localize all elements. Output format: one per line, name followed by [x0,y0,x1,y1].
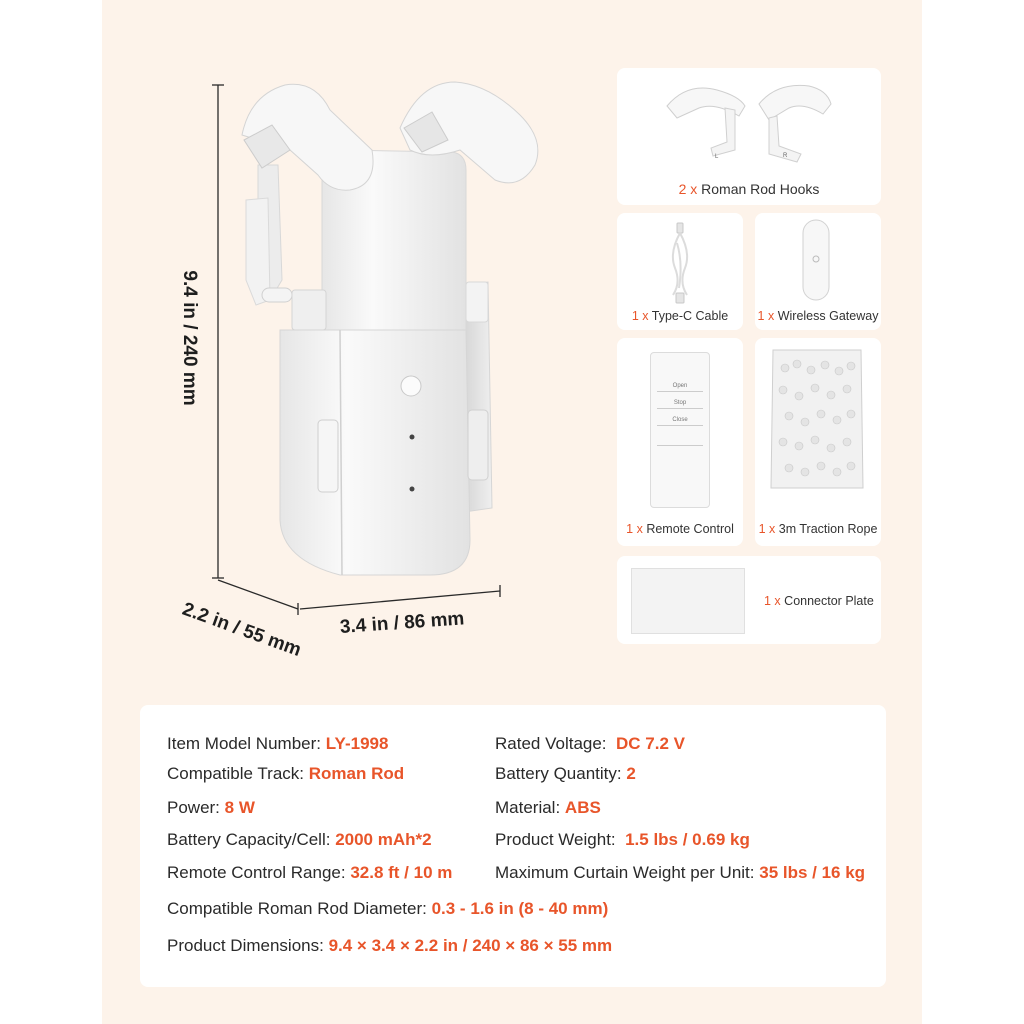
item-name: Connector Plate [784,594,874,608]
remote-button-stop: Stop [657,400,703,409]
specifications-panel [140,705,886,987]
spec-battery-capacity [167,830,432,850]
spec-rated-voltage [495,734,685,754]
card-remote-control [617,338,743,546]
spec-value: 2 [626,764,636,783]
spec-label: Power: [167,798,220,817]
spec-label: Material: [495,798,561,817]
item-name: Type-C Cable [651,309,729,323]
spec-label: Product Dimensions: [167,936,324,955]
spec-label: Product Weight: [495,830,616,849]
spec-value: DC 7.2 V [615,734,685,753]
hook-mark-right: R [783,153,788,159]
card-type-c-cable [617,213,743,330]
remote-divider [657,445,703,446]
spec-label: Compatible Roman Rod Diameter: [167,899,427,918]
spec-value: 2000 mAh*2 [335,830,432,849]
spec-value: 8 W [224,798,255,817]
item-qty: 2 x [678,181,698,197]
spec-label: Battery Capacity/Cell: [167,830,331,849]
connector-plate-image [631,568,745,634]
item-qty: 1 x [631,309,649,323]
card-roman-rod-hooks [617,68,881,205]
spec-value: 32.8 ft / 10 m [350,863,453,882]
item-qty: 1 x [764,594,781,608]
spec-value: LY-1998 [325,734,389,753]
remote-button-close: Close [657,417,703,426]
spec-value: 35 lbs / 16 kg [759,863,866,882]
rear-hook-arm [246,165,292,305]
spec-product-weight [495,830,750,850]
spec-label: Rated Voltage: [495,734,607,753]
spec-label: Remote Control Range: [167,863,346,882]
item-caption-type-c-cable [617,309,743,323]
card-traction-rope [755,338,881,546]
spec-label: Compatible Track: [167,764,304,783]
spec-compatible-track [167,764,404,784]
spec-label: Maximum Curtain Weight per Unit: [495,863,755,882]
roman-rod-hooks-image [617,68,881,178]
spec-value: Roman Rod [308,764,405,783]
item-qty: 1 x [758,522,776,536]
spec-rod-diameter [167,899,608,919]
height-dimension-label: 9.4 in / 240 mm [179,270,200,406]
spec-value: 9.4 × 3.4 × 2.2 in / 240 × 86 × 55 mm [328,936,613,955]
curtain-motor-illustration [0,0,620,680]
item-caption-connector-plate [764,594,874,608]
item-qty: 1 x [757,309,775,323]
spec-value: 1.5 lbs / 0.69 kg [625,830,750,849]
item-caption-wireless-gateway [755,309,881,323]
width-dimension-label: 3.4 in / 86 mm [339,608,466,638]
item-qty: 1 x [626,522,643,536]
item-caption-roman-rod-hooks [617,181,881,197]
item-caption-remote-control [617,522,743,536]
item-name: Roman Rod Hooks [701,181,820,197]
item-caption-traction-rope [755,522,881,536]
depth-dimension-label: 2.2 in / 55 mm [179,598,304,662]
spec-label: Battery Quantity: [495,764,622,783]
spec-max-curtain-weight [495,863,865,883]
spec-model-number [167,734,388,754]
item-name: Remote Control [646,522,734,536]
spec-value: ABS [564,798,601,817]
remote-button-open: Open [657,383,703,392]
spec-power [167,798,255,818]
item-name: 3m Traction Rope [778,522,878,536]
card-wireless-gateway [755,213,881,330]
traction-rope-image [755,338,881,498]
spec-remote-range [167,863,452,883]
type-c-cable-image [617,213,743,308]
card-connector-plate [617,556,881,644]
spec-material [495,798,601,818]
spec-product-dimensions [167,936,612,956]
item-name: Wireless Gateway [777,309,879,323]
spec-battery-quantity [495,764,636,784]
hook-mark-left: L [715,154,719,160]
remote-control-image [650,352,710,508]
spec-label: Item Model Number: [167,734,321,753]
spec-value: 0.3 - 1.6 in (8 - 40 mm) [431,899,609,918]
wireless-gateway-image [755,213,881,308]
